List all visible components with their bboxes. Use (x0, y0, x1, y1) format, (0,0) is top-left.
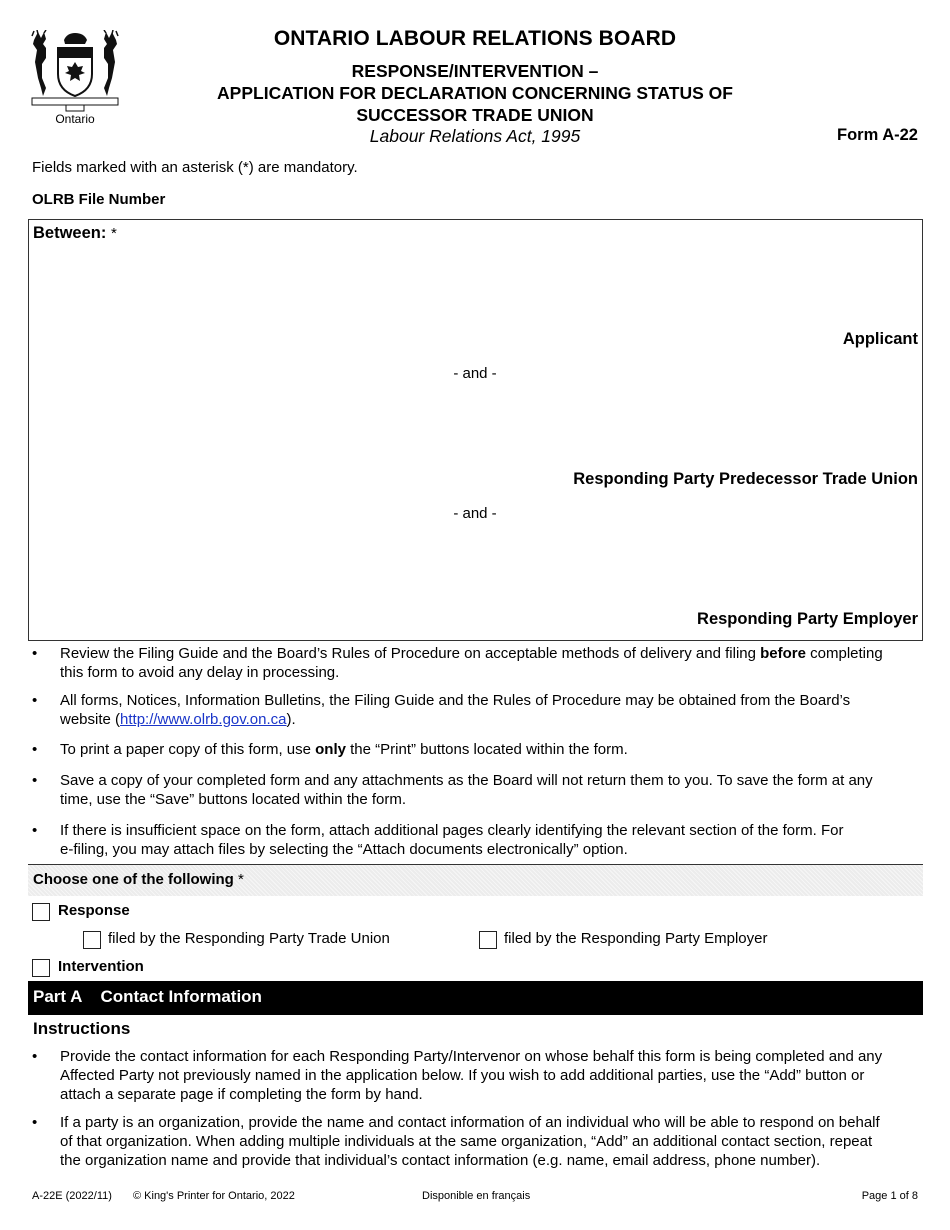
required-asterisk: * (238, 871, 244, 888)
bullet-text: of that organization. When adding multiple individuals at the same organization, “Add” an additional contact section, repeat (60, 1133, 873, 1150)
board-name: ONTARIO LABOUR RELATIONS BOARD (273, 27, 677, 50)
instructions-heading: Instructions (33, 1019, 131, 1038)
bullet-text: time, use the “Save” buttons located within the form. (60, 791, 407, 808)
predecessor-union-label: Responding Party Predecessor Trade Union (573, 470, 918, 488)
between-label-text: Between: (33, 224, 107, 242)
between-parties-box[interactable] (28, 219, 923, 641)
part-title: Contact Information (100, 987, 262, 1006)
bullet-text: Affected Party not previously named in the application below. If you wish to add additional parties, use the “Add” button or (60, 1067, 865, 1084)
and-separator: - and - (453, 505, 497, 522)
form-code: A-22E (2022/11) (32, 1190, 112, 1202)
form-number: Form A-22 (837, 126, 918, 144)
bullet-text: Save a copy of your completed form and any attachments as the Board will not return them to you. To save the form at any (60, 772, 873, 789)
bullet-text: completing (805, 645, 883, 662)
file-number-label: OLRB File Number (32, 191, 166, 208)
french-availability: Disponible en français (422, 1190, 531, 1202)
bullet-glyph: • (32, 692, 38, 709)
response-label: Response (58, 902, 130, 919)
bullet-text: All forms, Notices, Information Bulletins, the Filing Guide and the Rules of Procedure may be obtained from the Board’s (60, 692, 851, 709)
bullet-glyph: • (32, 645, 38, 662)
employer-checkbox-label: filed by the Responding Party Employer (504, 930, 768, 947)
bullet-text: the “Print” buttons located within the form. (345, 741, 628, 758)
form-title-line: RESPONSE/INTERVENTION – (351, 61, 599, 81)
intervention-checkbox[interactable] (32, 959, 50, 977)
list-item (32, 1047, 922, 1104)
part-number: Part A (33, 987, 83, 1006)
bullet-text: e-filing, you may attach files by selecting the “Attach documents electronically” option. (60, 841, 628, 858)
form-title-line: SUCCESSOR TRADE UNION (356, 105, 594, 125)
bullet-text: attach a separate page if completing the form by hand. (60, 1086, 423, 1103)
bullet-emphasis: only (315, 741, 346, 758)
response-checkbox[interactable] (32, 903, 50, 921)
part-a-title (33, 987, 262, 1007)
and-separator: - and - (453, 365, 497, 382)
bullet-glyph: • (32, 741, 38, 758)
form-title (180, 60, 770, 126)
choose-label-text: Choose one of the following (33, 871, 234, 888)
page-number: Page 1 of 8 (861, 1190, 918, 1202)
list-item (32, 691, 922, 729)
required-asterisk: * (110, 225, 117, 242)
bullet-text: website ( (60, 711, 121, 728)
olrb-website-link[interactable]: http://www.olrb.gov.on.ca (120, 711, 287, 728)
form-title-line: APPLICATION FOR DECLARATION CONCERNING STATUS OF (217, 83, 733, 103)
bullet-text: the organization name and provide that individual’s contact information (e.g. name, email address, phone number). (60, 1152, 821, 1169)
bullet-glyph: • (32, 1048, 38, 1065)
employer-label: Responding Party Employer (697, 610, 918, 628)
bullet-text: Provide the contact information for each Responding Party/Intervenor on whose behalf this form is being completed and any (60, 1048, 883, 1065)
logo-caption: Ontario (55, 112, 95, 126)
bullet-glyph: • (32, 1114, 38, 1131)
union-checkbox[interactable] (83, 931, 101, 949)
bullet-glyph: • (32, 772, 38, 789)
copyright: © King's Printer for Ontario, 2022 (133, 1190, 295, 1202)
list-item (32, 644, 922, 682)
bullet-text: To print a paper copy of this form, use (60, 741, 316, 758)
bullet-glyph: • (32, 822, 38, 839)
bullet-text: If there is insufficient space on the form, attach additional pages clearly identifying the relevant section of the form. For (60, 822, 844, 839)
employer-checkbox[interactable] (479, 931, 497, 949)
applicant-label: Applicant (842, 330, 918, 348)
choose-label (33, 871, 244, 888)
list-item (32, 740, 922, 759)
intervention-label: Intervention (58, 958, 144, 975)
act-title: Labour Relations Act, 1995 (369, 126, 581, 146)
bullet-text: Review the Filing Guide and the Board’s Rules of Procedure on acceptable methods of delivery and filing (60, 645, 761, 662)
union-label: filed by the Responding Party Trade Union (108, 930, 390, 947)
bullet-text: this form to avoid any delay in processing. (60, 664, 340, 681)
mandatory-note: Fields marked with an asterisk (*) are mandatory. (32, 159, 358, 176)
list-item (32, 771, 922, 809)
list-item (32, 1113, 922, 1170)
list-item (32, 821, 922, 859)
between-label (33, 224, 117, 243)
bullet-text: ). (286, 711, 296, 728)
bullet-text: If a party is an organization, provide the name and contact information of an individual who will be able to respond on behalf (60, 1114, 880, 1131)
bullet-emphasis: before (760, 645, 806, 662)
